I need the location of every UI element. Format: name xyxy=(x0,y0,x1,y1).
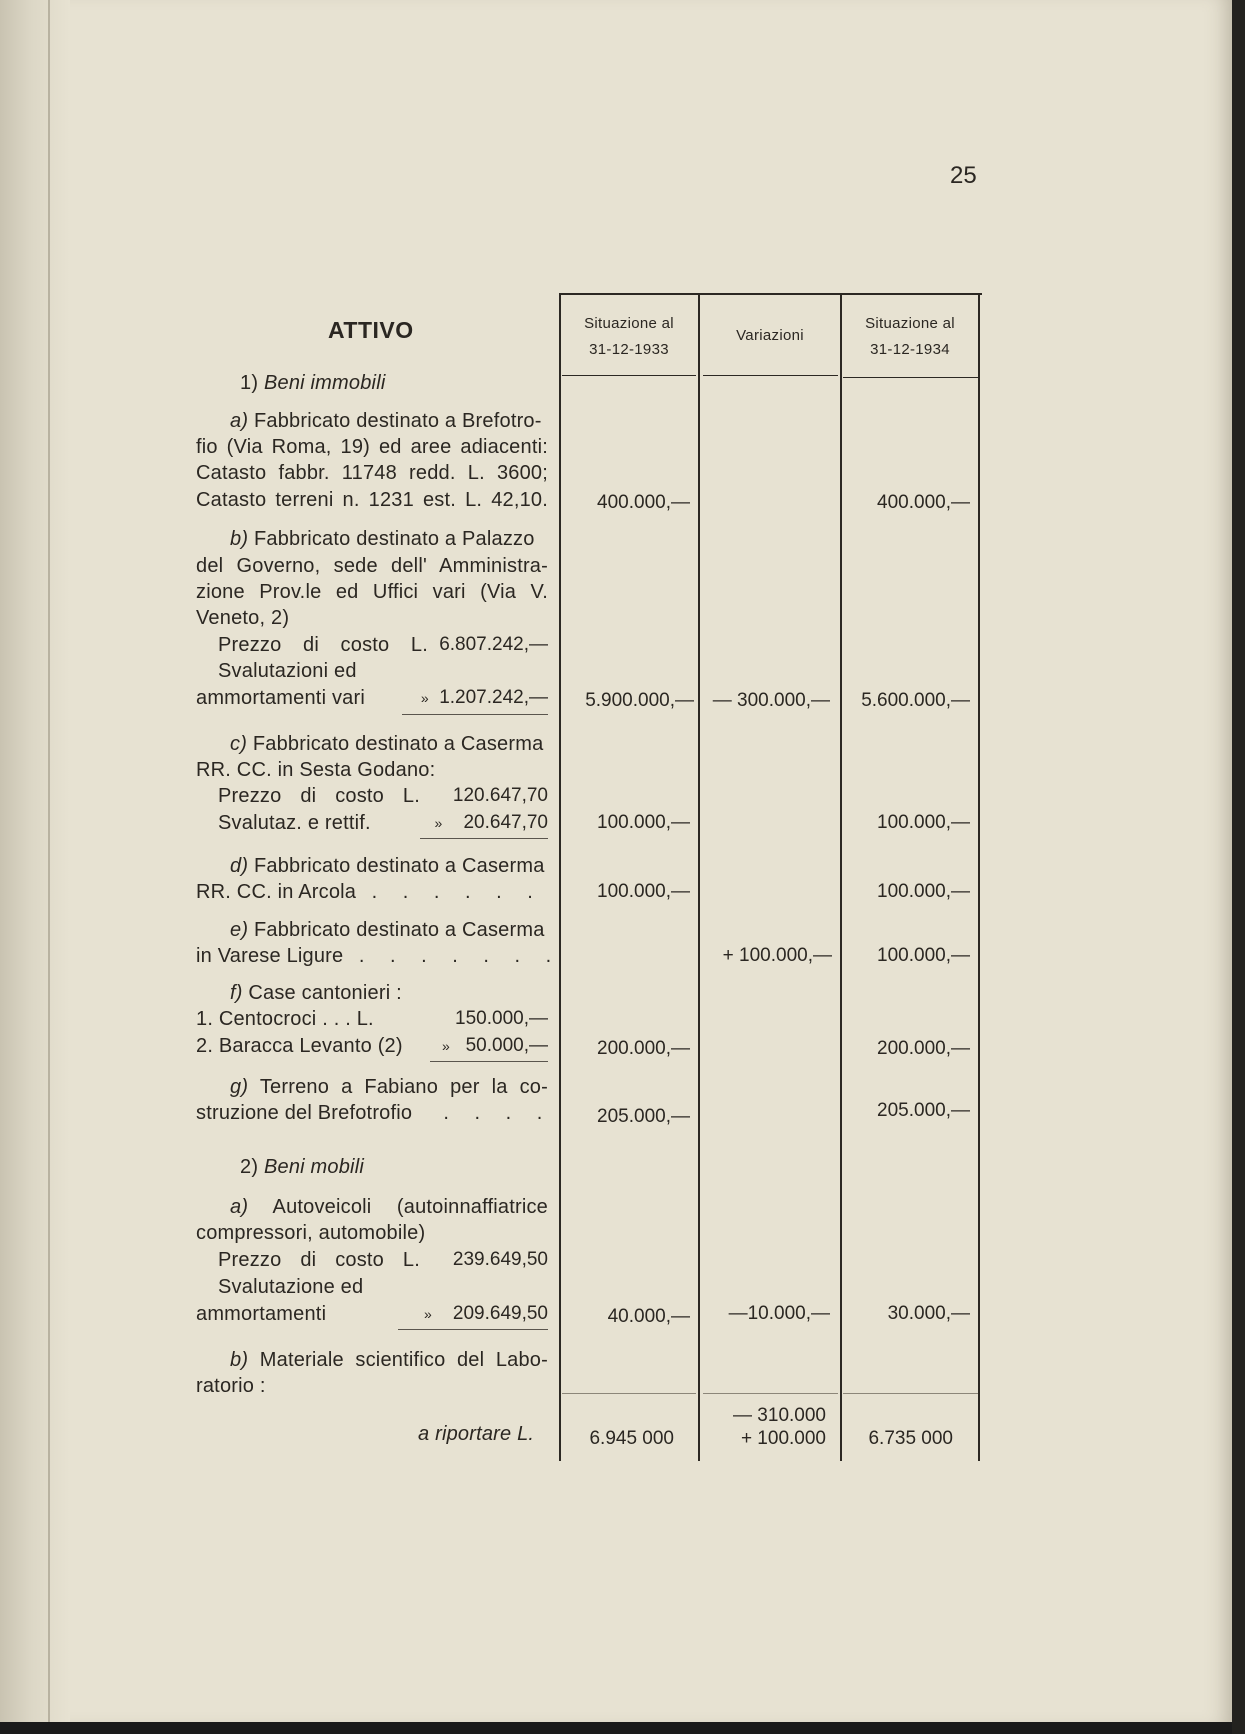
total-rule-col1 xyxy=(562,1393,696,1394)
item-b-line2: del Governo, sede dell' Amministra- xyxy=(196,555,548,577)
mobili-a-prezzo-label: Prezzo di costo L. xyxy=(218,1249,420,1271)
item-a-line3: Catasto fabbr. 11748 redd. L. 3600; xyxy=(196,462,548,484)
mobili-a-1933: 40.000,— xyxy=(607,1306,690,1327)
item-a-1933: 400.000,— xyxy=(597,492,690,513)
total-variation-minus: — 310.000 xyxy=(733,1405,826,1426)
mobili-a-sval-value: » 209.649,50 xyxy=(423,1303,548,1324)
total-1933: 6.945 000 xyxy=(589,1428,674,1449)
item-b-prezzo-value: 6.807.242,— xyxy=(439,634,548,655)
item-d-1933: 100.000,— xyxy=(597,881,690,902)
item-c-1934: 100.000,— xyxy=(877,812,970,833)
item-c-line2: RR. CC. in Sesta Godano: xyxy=(196,759,436,781)
item-e-1934: 100.000,— xyxy=(877,945,970,966)
item-f-title: f) Case cantonieri : xyxy=(230,982,402,1004)
item-f-1-label: 1. Centocroci . . . L. xyxy=(196,1008,374,1030)
col3-header xyxy=(842,311,978,363)
item-f-underline xyxy=(430,1061,548,1062)
mobili-a-variation: —10.000,— xyxy=(728,1303,830,1324)
column-divider-3 xyxy=(840,293,842,1461)
column-divider-4 xyxy=(978,293,980,1461)
heading-beni-mobili xyxy=(240,1156,364,1179)
item-g-1934: 205.000,— xyxy=(877,1100,970,1121)
item-g-line1: g) Terreno a Fabiano per la co- xyxy=(230,1076,548,1098)
item-c-prezzo-label: Prezzo di costo L. xyxy=(218,785,420,807)
item-b-line4: Veneto, 2) xyxy=(196,607,290,629)
item-d-1934: 100.000,— xyxy=(877,881,970,902)
col1-header-line1: Situazione al xyxy=(584,315,674,332)
col3-header-line1: Situazione al xyxy=(865,315,955,332)
item-b-1934: 5.600.000,— xyxy=(861,690,970,711)
total-1934: 6.735 000 xyxy=(868,1428,953,1449)
item-c-1933: 100.000,— xyxy=(597,812,690,833)
item-b-1933: 5.900.000,— xyxy=(585,690,694,711)
column-divider-1 xyxy=(559,293,561,1461)
page-number: 25 xyxy=(950,162,977,189)
item-a-line2: fio (Via Roma, 19) ed aree adiacenti: xyxy=(196,436,548,458)
heading-beni-immobili xyxy=(240,372,385,395)
mobili-b-line1: b) Materiale scientifico del Labo- xyxy=(230,1349,548,1371)
item-f-2-label: 2. Baracca Levanto (2) xyxy=(196,1035,403,1057)
item-e-line2: in Varese Ligure . . . . . . . xyxy=(196,945,562,967)
col1-header-line2: 31-12-1933 xyxy=(589,341,669,358)
item-e-variation: + 100.000,— xyxy=(722,945,832,966)
item-c-sval-value: » 20.647,70 xyxy=(434,812,548,833)
mobili-a-underline xyxy=(398,1329,548,1330)
mobili-b-line2: ratorio : xyxy=(196,1375,266,1397)
total-label: a riportare L. xyxy=(418,1423,535,1445)
item-f-2-value: » 50.000,— xyxy=(441,1035,548,1056)
heading-text: Beni mobili xyxy=(263,1156,364,1178)
item-a-line1: a) Fabbricato destinato a Brefotro- xyxy=(230,410,542,432)
col1-header xyxy=(562,311,696,363)
mobili-a-prezzo-value: 239.649,50 xyxy=(452,1249,548,1270)
column-divider-2 xyxy=(698,293,700,1461)
heading-text: Beni immobili xyxy=(263,372,386,394)
item-b-amm-label: ammortamenti vari xyxy=(196,687,365,709)
heading-number: 1) xyxy=(240,372,259,394)
item-a-1934: 400.000,— xyxy=(877,492,970,513)
total-variation-plus: + 100.000 xyxy=(740,1428,826,1449)
item-c-prezzo-value: 120.647,70 xyxy=(452,785,548,806)
item-g-1933: 205.000,— xyxy=(597,1106,690,1127)
item-b-line3: zione Prov.le ed Uffici vari (Via V. xyxy=(196,581,548,603)
header-rule-col2 xyxy=(703,375,838,376)
item-a-line4: Catasto terreni n. 1231 est. L. 42,10. xyxy=(196,489,548,511)
mobili-a-sval-label: Svalutazione ed xyxy=(218,1276,364,1298)
mobili-a-amm-label: ammortamenti xyxy=(196,1303,327,1325)
header-rule-col1 xyxy=(562,375,696,376)
item-d-line1: d) Fabbricato destinato a Caserma xyxy=(230,855,545,877)
item-b-variation: — 300.000,— xyxy=(712,690,830,711)
section-title: ATTIVO xyxy=(328,317,414,343)
col3-header-line2: 31-12-1934 xyxy=(870,341,950,358)
total-rule-col2 xyxy=(703,1393,838,1394)
item-b-sval-label: Svalutazioni ed xyxy=(218,660,357,682)
item-f-1933: 200.000,— xyxy=(597,1038,690,1059)
item-b-sval-value: » 1.207.242,— xyxy=(420,687,548,708)
total-rule-col3 xyxy=(843,1393,978,1394)
mobili-a-line1: a) Autoveicoli (autoinnaffiatrice xyxy=(230,1196,548,1218)
col2-header: Variazioni xyxy=(736,327,804,344)
header-rule-col3 xyxy=(843,377,978,378)
page-edge-shadow xyxy=(1232,0,1245,1734)
item-c-underline xyxy=(420,838,548,839)
item-c-sval-label: Svalutaz. e rettif. xyxy=(218,812,371,834)
item-b-line1: b) Fabbricato destinato a Palazzo xyxy=(230,528,535,550)
item-c-line1: c) Fabbricato destinato a Caserma xyxy=(230,733,544,755)
item-f-1934: 200.000,— xyxy=(877,1038,970,1059)
heading-number: 2) xyxy=(240,1156,259,1178)
table-top-rule xyxy=(560,293,982,295)
item-b-prezzo-label: Prezzo di costo L. xyxy=(218,634,428,656)
item-d-line2: RR. CC. in Arcola . . . . . . xyxy=(196,881,543,903)
item-b-underline xyxy=(402,714,548,715)
item-f-1-value: 150.000,— xyxy=(455,1008,548,1029)
mobili-a-line2: compressori, automobile) xyxy=(196,1222,426,1244)
mobili-a-1934: 30.000,— xyxy=(887,1303,970,1324)
item-e-line1: e) Fabbricato destinato a Caserma xyxy=(230,919,545,941)
item-g-line2: struzione del Brefotrofio . . . . xyxy=(196,1102,553,1124)
